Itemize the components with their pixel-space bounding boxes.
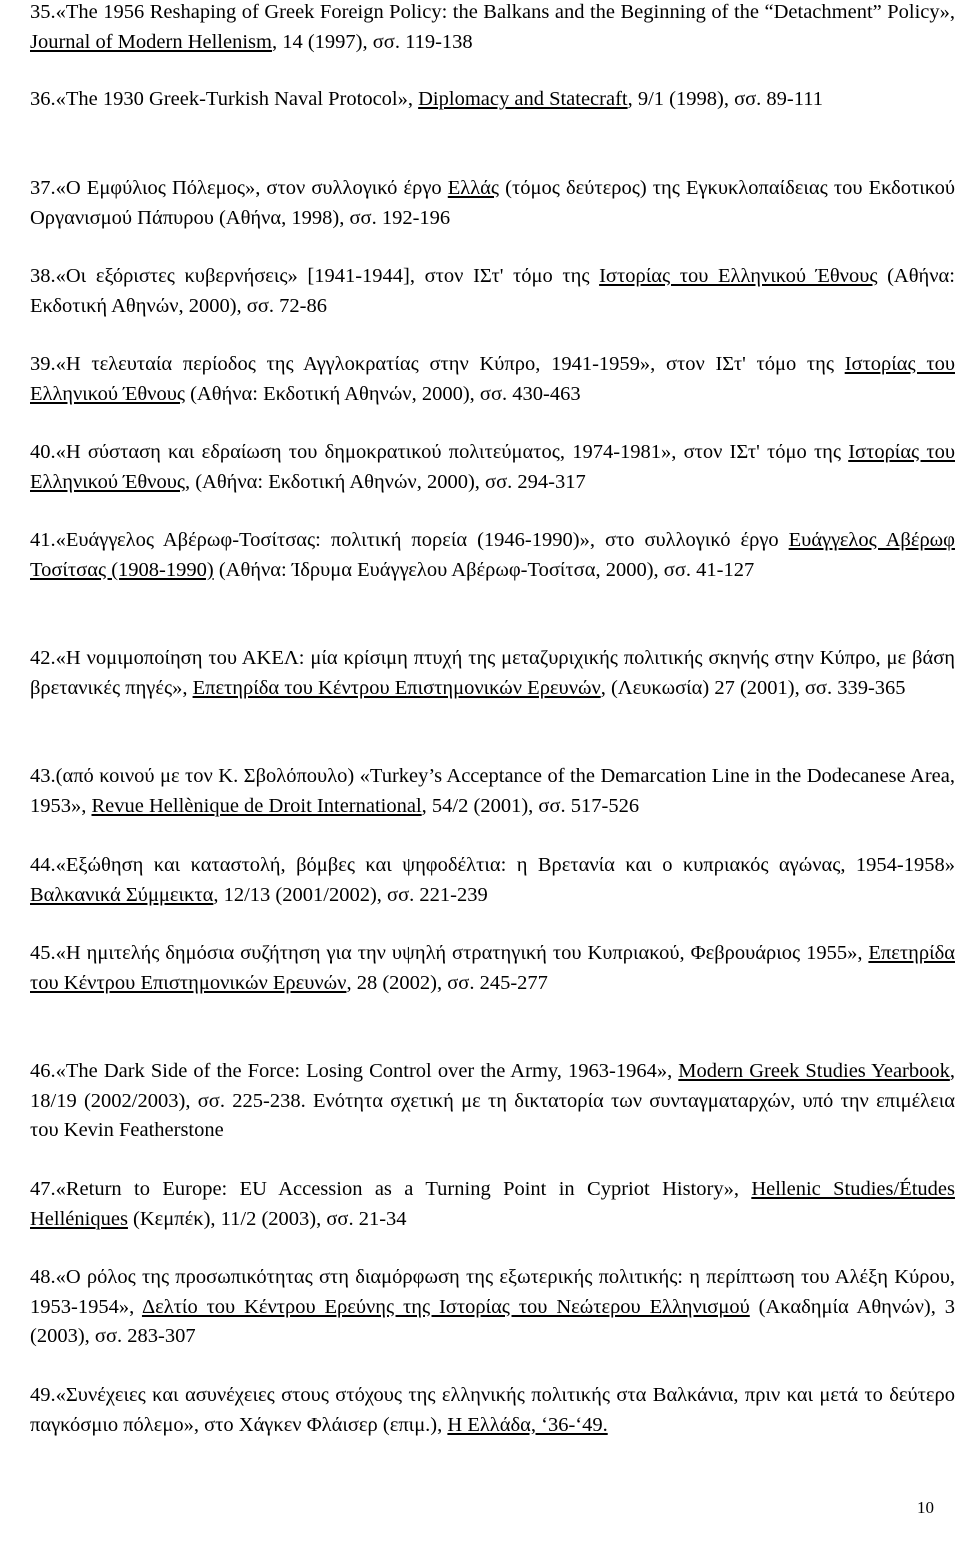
entry-text: «Η ημιτελής δημόσια συζήτηση για την υψηλή στρατηγική του Κυπριακού, Φεβρουάριος 1955», bbox=[55, 942, 869, 964]
publication-title: Diplomacy and Statecraft bbox=[418, 88, 628, 110]
entry-text: (Κεμπέκ), 11/2 (2003), σσ. 21-34 bbox=[127, 1207, 407, 1230]
entry-text: «The 1956 Reshaping of Greek Foreign Policy: the Balkans and the Beginning of the “Detachment” Policy», bbox=[55, 1, 955, 23]
entry-number: 44. bbox=[30, 854, 56, 876]
entry-text: (από κοινού με τον Κ. Σβολόπουλο) «Turkey’s Acceptance of the Demarcation Line in the Dodecanese Area, 1953», bbox=[30, 765, 955, 817]
entry-text: (τόμος δεύτερος) της Εγκυκλοπαίδειας του Εκδοτικού Οργανισμού Πάπυρου (Αθήνα, 1998), σσ. 192-196 bbox=[30, 177, 955, 229]
entry-number: 42. bbox=[30, 647, 56, 669]
entry-text: «Η τελευταία περίοδος της Αγγλοκρατίας στην Κύπρο, 1941-1959», στον ΙΣτ' τόμο της bbox=[55, 353, 845, 375]
publication-title: Ευάγγελος Αβέρωφ Τοσίτσας (1908-1990) bbox=[30, 529, 955, 581]
entry-text: , 54/2 (2001), σσ. 517-526 bbox=[421, 794, 640, 817]
entry-text: «Εξώθηση και καταστολή, βόμβες και ψηφοδέλτια: η Βρετανία και ο κυπριακός αγώνας, 1954-1958» bbox=[55, 854, 955, 876]
bibliography-entry bbox=[30, 350, 955, 409]
entry-text: «Ο ρόλος της προσωπικότητας στη διαμόρφωση της εξωτερικής πολιτικής: η περίπτωση του Αλέξη Κύρου, 1953-1954», bbox=[30, 1266, 955, 1318]
entry-text: (Αθήνα: Ίδρυμα Ευάγγελου Αβέρωφ-Τοσίτσα, 2000), σσ. 41-127 bbox=[213, 558, 755, 581]
entry-text: «Συνέχειες και ασυνέχειες στους στόχους της ελληνικής πολιτικής στα Βαλκάνια, πριν και μετά το δεύτερο παγκόσμιο πόλεμο», στο Χάγκεν Φλάισερ (επιμ.), bbox=[30, 1384, 955, 1436]
entry-text: , (Αθήνα: Εκδοτική Αθηνών, 2000), σσ. 294-317 bbox=[184, 470, 586, 493]
entry-number: 35. bbox=[30, 1, 56, 23]
entry-text: «Η σύσταση και εδραίωση του δημοκρατικού πολιτεύματος, 1974-1981», στον ΙΣτ' τόμο της bbox=[55, 441, 849, 463]
publication-title: Journal of Modern Hellenism bbox=[30, 30, 272, 53]
entry-text: «Return to Europe: EU Accession as a Turning Point in Cypriot History», bbox=[55, 1178, 752, 1200]
page-number: 10 bbox=[917, 1498, 934, 1517]
bibliography-entry bbox=[30, 1057, 955, 1146]
entry-number: 37. bbox=[30, 177, 56, 199]
entry-text: «Η νομιμοποίηση του ΑΚΕΛ: μία κρίσιμη πτυχή της μεταζυριχικής πολιτικής σκηνής στην Κύπρο, με βάση βρετανικές πηγές», bbox=[30, 647, 955, 699]
entry-text: , 18/19 (2002/2003), σσ. 225-238. Ενότητα σχετική με τη δικτατορία των συνταγματαρχών, υπό την επιμέλεια του Kevin Featherstone bbox=[30, 1060, 955, 1142]
publication-title: Modern Greek Studies Yearbook bbox=[678, 1060, 950, 1082]
entry-number: 49. bbox=[30, 1384, 56, 1406]
entry-text: , 14 (1997), σσ. 119-138 bbox=[271, 30, 473, 53]
bibliography-entry bbox=[30, 1175, 955, 1234]
entry-number: 36. bbox=[30, 88, 56, 110]
entry-text: «Ο Εμφύλιος Πόλεμος», στον συλλογικό έργο bbox=[55, 177, 448, 199]
entry-number: 47. bbox=[30, 1178, 56, 1200]
bibliography-entry bbox=[30, 174, 955, 233]
bibliography-entry bbox=[30, 85, 955, 115]
publication-title: Hellenic Studies/Études Helléniques bbox=[30, 1178, 955, 1230]
publication-title: Ιστορίας του Ελληνικού Έθνους bbox=[30, 353, 955, 405]
bibliography-entry bbox=[30, 762, 955, 821]
bibliography-entry bbox=[30, 1263, 955, 1352]
entry-text: (Αθήνα: Εκδοτική Αθηνών, 2000), σσ. 430-463 bbox=[184, 382, 581, 405]
entry-number: 38. bbox=[30, 265, 56, 287]
entry-number: 41. bbox=[30, 529, 56, 551]
entry-text: «The Dark Side of the Force: Losing Control over the Army, 1963-1964», bbox=[55, 1060, 679, 1082]
entry-text: , 12/13 (2001/2002), σσ. 221-239 bbox=[213, 883, 488, 906]
entry-text: , (Λευκωσία) 27 (2001), σσ. 339-365 bbox=[600, 676, 906, 699]
publication-title: Ιστορίας του Ελληνικού Έθνους bbox=[30, 441, 955, 493]
bibliography-entry bbox=[30, 939, 955, 998]
bibliography-entry bbox=[30, 262, 955, 321]
bibliography-entry bbox=[30, 1381, 955, 1440]
bibliography-entry bbox=[30, 526, 955, 585]
entry-text: «Οι εξόριστες κυβερνήσεις» [1941-1944], στον ΙΣτ' τόμο της bbox=[55, 265, 600, 287]
entry-number: 43. bbox=[30, 765, 56, 787]
bibliography-entry bbox=[30, 644, 955, 703]
entry-number: 39. bbox=[30, 353, 56, 375]
publication-title: Βαλκανικά Σύμμεικτα bbox=[30, 883, 214, 906]
publication-title: Revue Hellènique de Droit International bbox=[91, 794, 422, 817]
entry-number: 45. bbox=[30, 942, 56, 964]
publication-title: Δελτίο του Κέντρου Ερεύνης της Ιστορίας του Νεώτερου Ελληνισμού bbox=[141, 1295, 750, 1318]
entry-text: , 9/1 (1998), σσ. 89-111 bbox=[627, 88, 823, 110]
bibliography-entry bbox=[30, 438, 955, 497]
publication-title: Ελλάς bbox=[447, 177, 500, 199]
entry-text: «Ευάγγελος Αβέρωφ-Τοσίτσας: πολιτική πορεία (1946-1990)», στο συλλογικό έργο bbox=[55, 529, 789, 551]
entry-text: , 28 (2002), σσ. 245-277 bbox=[346, 971, 548, 994]
publication-title: Επετηρίδα του Κέντρου Επιστημονικών Ερευνών bbox=[192, 676, 601, 699]
publication-title: Η Ελλάδα, ‘36-‘49. bbox=[447, 1413, 608, 1436]
entry-number: 48. bbox=[30, 1266, 56, 1288]
publication-title: Επετηρίδα του Κέντρου Επιστημονικών Ερευνών bbox=[30, 942, 955, 994]
entry-number: 40. bbox=[30, 441, 56, 463]
entry-text: (Ακαδημία Αθηνών), 3 (2003), σσ. 283-307 bbox=[30, 1295, 955, 1348]
entry-text: «The 1930 Greek-Turkish Naval Protocol», bbox=[55, 88, 419, 110]
bibliography-entry bbox=[30, 0, 955, 57]
entry-number: 46. bbox=[30, 1060, 56, 1082]
entry-text: (Αθήνα: Εκδοτική Αθηνών, 2000), σσ. 72-86 bbox=[30, 265, 955, 317]
publication-title: Ιστορίας του Ελληνικού Έθνους bbox=[599, 265, 878, 287]
bibliography-entry bbox=[30, 851, 955, 910]
